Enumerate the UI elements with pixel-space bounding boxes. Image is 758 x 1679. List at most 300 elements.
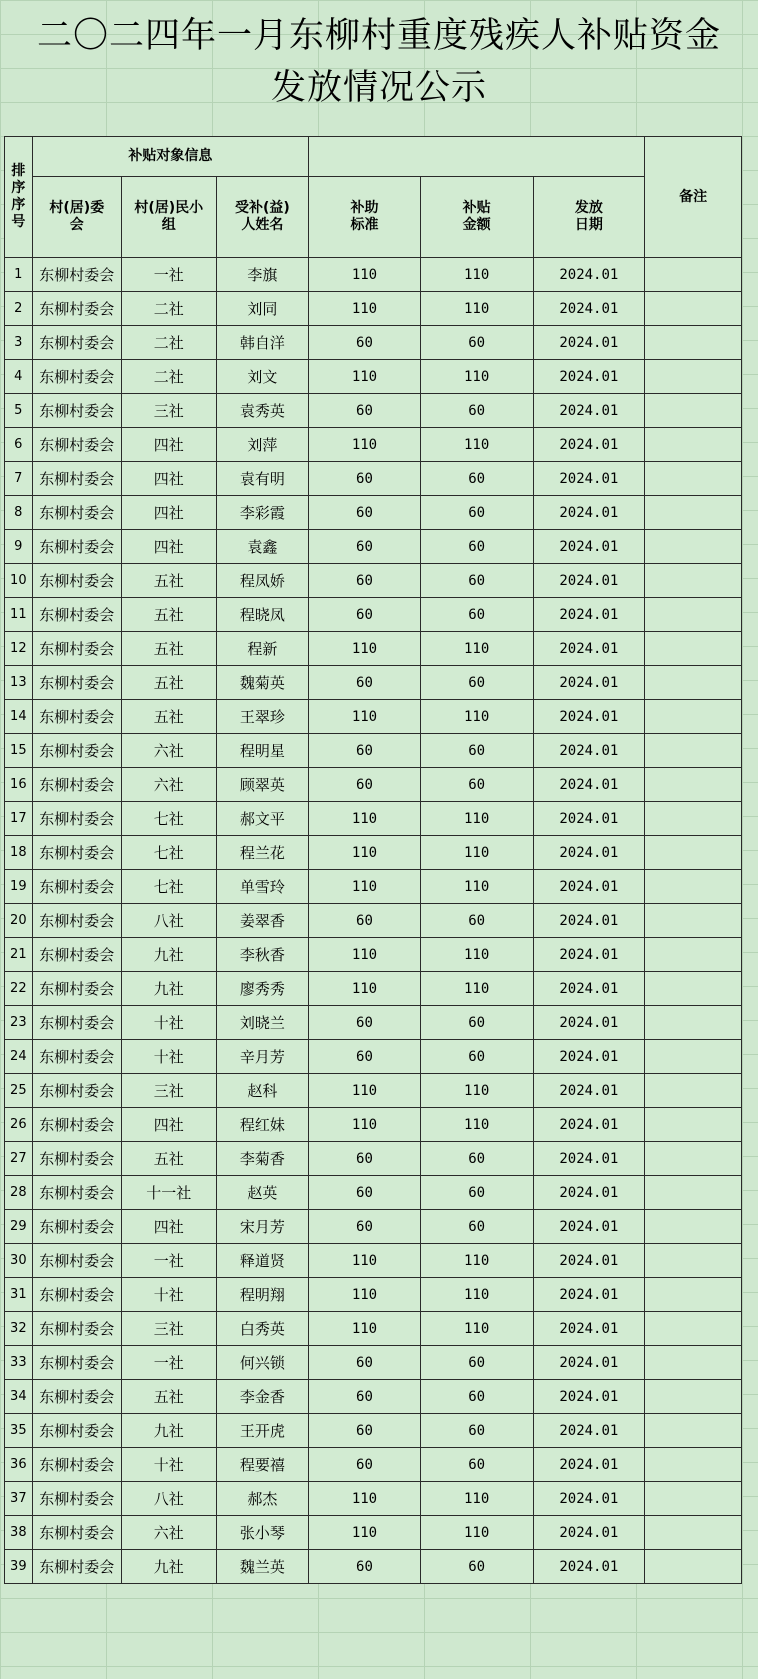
cell-committee[interactable]: 东柳村委会 — [32, 1380, 121, 1414]
cell-name[interactable]: 王开虎 — [216, 1414, 309, 1448]
cell-amount[interactable]: 60 — [420, 1414, 533, 1448]
cell-standard[interactable]: 60 — [309, 1346, 421, 1380]
cell-standard[interactable]: 60 — [309, 1142, 421, 1176]
cell-name[interactable]: 宋月芳 — [216, 1210, 309, 1244]
cell-date[interactable]: 2024.01 — [533, 598, 645, 632]
cell-group[interactable]: 二社 — [121, 326, 216, 360]
cell-group[interactable]: 十社 — [121, 1006, 216, 1040]
cell-remark[interactable] — [645, 1006, 742, 1040]
cell-remark[interactable] — [645, 1482, 742, 1516]
cell-name[interactable]: 李彩霞 — [216, 496, 309, 530]
cell-standard[interactable]: 60 — [309, 564, 421, 598]
cell-date[interactable]: 2024.01 — [533, 1142, 645, 1176]
cell-committee[interactable]: 东柳村委会 — [32, 1176, 121, 1210]
cell-committee[interactable]: 东柳村委会 — [32, 394, 121, 428]
cell-name[interactable]: 李旗 — [216, 258, 309, 292]
cell-group[interactable]: 十社 — [121, 1040, 216, 1074]
cell-group[interactable]: 四社 — [121, 428, 216, 462]
cell-seq[interactable]: 26 — [5, 1108, 33, 1142]
cell-amount[interactable]: 110 — [420, 428, 533, 462]
cell-standard[interactable]: 110 — [309, 870, 421, 904]
cell-group[interactable]: 三社 — [121, 1312, 216, 1346]
cell-group[interactable]: 五社 — [121, 1142, 216, 1176]
cell-committee[interactable]: 东柳村委会 — [32, 1244, 121, 1278]
cell-name[interactable]: 单雪玲 — [216, 870, 309, 904]
cell-group[interactable]: 四社 — [121, 1210, 216, 1244]
cell-remark[interactable] — [645, 972, 742, 1006]
cell-standard[interactable]: 110 — [309, 938, 421, 972]
cell-date[interactable]: 2024.01 — [533, 1312, 645, 1346]
cell-standard[interactable]: 60 — [309, 598, 421, 632]
cell-seq[interactable]: 37 — [5, 1482, 33, 1516]
cell-amount[interactable]: 60 — [420, 496, 533, 530]
cell-group[interactable]: 六社 — [121, 768, 216, 802]
cell-seq[interactable]: 13 — [5, 666, 33, 700]
cell-amount[interactable]: 110 — [420, 1108, 533, 1142]
cell-standard[interactable]: 60 — [309, 1414, 421, 1448]
cell-amount[interactable]: 110 — [420, 258, 533, 292]
cell-amount[interactable]: 60 — [420, 1176, 533, 1210]
cell-date[interactable]: 2024.01 — [533, 292, 645, 326]
cell-committee[interactable]: 东柳村委会 — [32, 1108, 121, 1142]
cell-standard[interactable]: 110 — [309, 632, 421, 666]
cell-amount[interactable]: 60 — [420, 1040, 533, 1074]
cell-seq[interactable]: 30 — [5, 1244, 33, 1278]
cell-committee[interactable]: 东柳村委会 — [32, 870, 121, 904]
cell-committee[interactable]: 东柳村委会 — [32, 428, 121, 462]
cell-committee[interactable]: 东柳村委会 — [32, 666, 121, 700]
cell-name[interactable]: 程明星 — [216, 734, 309, 768]
cell-seq[interactable]: 10 — [5, 564, 33, 598]
cell-remark[interactable] — [645, 938, 742, 972]
cell-amount[interactable]: 60 — [420, 1006, 533, 1040]
cell-date[interactable]: 2024.01 — [533, 666, 645, 700]
cell-name[interactable]: 姜翠香 — [216, 904, 309, 938]
cell-amount[interactable]: 110 — [420, 632, 533, 666]
cell-amount[interactable]: 60 — [420, 1448, 533, 1482]
cell-name[interactable]: 袁有明 — [216, 462, 309, 496]
cell-amount[interactable]: 60 — [420, 462, 533, 496]
cell-amount[interactable]: 60 — [420, 666, 533, 700]
cell-standard[interactable]: 110 — [309, 428, 421, 462]
cell-committee[interactable]: 东柳村委会 — [32, 1414, 121, 1448]
cell-committee[interactable]: 东柳村委会 — [32, 1278, 121, 1312]
cell-remark[interactable] — [645, 292, 742, 326]
cell-committee[interactable]: 东柳村委会 — [32, 1550, 121, 1584]
cell-seq[interactable]: 2 — [5, 292, 33, 326]
cell-seq[interactable]: 11 — [5, 598, 33, 632]
cell-date[interactable]: 2024.01 — [533, 496, 645, 530]
cell-seq[interactable]: 1 — [5, 258, 33, 292]
cell-remark[interactable] — [645, 326, 742, 360]
cell-remark[interactable] — [645, 1448, 742, 1482]
cell-amount[interactable]: 60 — [420, 1346, 533, 1380]
cell-amount[interactable]: 110 — [420, 1312, 533, 1346]
cell-name[interactable]: 魏菊英 — [216, 666, 309, 700]
cell-standard[interactable]: 110 — [309, 1108, 421, 1142]
cell-seq[interactable]: 21 — [5, 938, 33, 972]
cell-committee[interactable]: 东柳村委会 — [32, 700, 121, 734]
cell-date[interactable]: 2024.01 — [533, 1516, 645, 1550]
cell-date[interactable]: 2024.01 — [533, 1074, 645, 1108]
cell-date[interactable]: 2024.01 — [533, 564, 645, 598]
cell-name[interactable]: 程要禧 — [216, 1448, 309, 1482]
cell-amount[interactable]: 110 — [420, 292, 533, 326]
header-group[interactable]: 村(居)民小 组 — [121, 177, 216, 258]
cell-group[interactable]: 五社 — [121, 666, 216, 700]
cell-standard[interactable]: 60 — [309, 462, 421, 496]
cell-standard[interactable]: 60 — [309, 1040, 421, 1074]
cell-name[interactable]: 赵科 — [216, 1074, 309, 1108]
cell-standard[interactable]: 60 — [309, 530, 421, 564]
cell-remark[interactable] — [645, 870, 742, 904]
cell-date[interactable]: 2024.01 — [533, 1176, 645, 1210]
header-remark[interactable]: 备注 — [645, 137, 742, 258]
cell-date[interactable]: 2024.01 — [533, 1550, 645, 1584]
cell-amount[interactable]: 110 — [420, 938, 533, 972]
cell-group[interactable]: 六社 — [121, 1516, 216, 1550]
cell-committee[interactable]: 东柳村委会 — [32, 734, 121, 768]
cell-committee[interactable]: 东柳村委会 — [32, 1448, 121, 1482]
cell-name[interactable]: 袁鑫 — [216, 530, 309, 564]
cell-remark[interactable] — [645, 1278, 742, 1312]
cell-amount[interactable]: 110 — [420, 1516, 533, 1550]
cell-amount[interactable]: 60 — [420, 734, 533, 768]
cell-amount[interactable]: 110 — [420, 802, 533, 836]
cell-group[interactable]: 一社 — [121, 1244, 216, 1278]
cell-seq[interactable]: 28 — [5, 1176, 33, 1210]
cell-group[interactable]: 四社 — [121, 530, 216, 564]
cell-amount[interactable]: 60 — [420, 530, 533, 564]
cell-seq[interactable]: 15 — [5, 734, 33, 768]
cell-standard[interactable]: 110 — [309, 1074, 421, 1108]
cell-committee[interactable]: 东柳村委会 — [32, 1516, 121, 1550]
cell-standard[interactable]: 110 — [309, 1244, 421, 1278]
cell-standard[interactable]: 110 — [309, 1516, 421, 1550]
cell-seq[interactable]: 32 — [5, 1312, 33, 1346]
cell-committee[interactable]: 东柳村委会 — [32, 1142, 121, 1176]
cell-committee[interactable]: 东柳村委会 — [32, 1006, 121, 1040]
cell-amount[interactable]: 60 — [420, 1210, 533, 1244]
cell-committee[interactable]: 东柳村委会 — [32, 836, 121, 870]
cell-date[interactable]: 2024.01 — [533, 1006, 645, 1040]
cell-amount[interactable]: 110 — [420, 1278, 533, 1312]
cell-committee[interactable]: 东柳村委会 — [32, 632, 121, 666]
cell-name[interactable]: 顾翠英 — [216, 768, 309, 802]
cell-remark[interactable] — [645, 1040, 742, 1074]
cell-date[interactable]: 2024.01 — [533, 768, 645, 802]
cell-amount[interactable]: 110 — [420, 836, 533, 870]
cell-group[interactable]: 九社 — [121, 938, 216, 972]
cell-standard[interactable]: 110 — [309, 836, 421, 870]
cell-remark[interactable] — [645, 598, 742, 632]
cell-group[interactable]: 一社 — [121, 1346, 216, 1380]
cell-name[interactable]: 廖秀秀 — [216, 972, 309, 1006]
cell-name[interactable]: 王翠珍 — [216, 700, 309, 734]
cell-standard[interactable]: 110 — [309, 1312, 421, 1346]
cell-name[interactable]: 刘文 — [216, 360, 309, 394]
cell-name[interactable]: 何兴锁 — [216, 1346, 309, 1380]
cell-remark[interactable] — [645, 1244, 742, 1278]
cell-remark[interactable] — [645, 768, 742, 802]
cell-seq[interactable]: 18 — [5, 836, 33, 870]
cell-committee[interactable]: 东柳村委会 — [32, 258, 121, 292]
cell-amount[interactable]: 60 — [420, 904, 533, 938]
cell-name[interactable]: 郝杰 — [216, 1482, 309, 1516]
cell-amount[interactable]: 60 — [420, 394, 533, 428]
cell-standard[interactable]: 110 — [309, 292, 421, 326]
cell-seq[interactable]: 36 — [5, 1448, 33, 1482]
cell-remark[interactable] — [645, 462, 742, 496]
cell-group[interactable]: 十社 — [121, 1278, 216, 1312]
cell-amount[interactable]: 110 — [420, 1244, 533, 1278]
cell-amount[interactable]: 60 — [420, 564, 533, 598]
cell-group[interactable]: 五社 — [121, 700, 216, 734]
cell-standard[interactable]: 60 — [309, 1550, 421, 1584]
cell-seq[interactable]: 20 — [5, 904, 33, 938]
cell-seq[interactable]: 14 — [5, 700, 33, 734]
cell-standard[interactable]: 60 — [309, 904, 421, 938]
cell-name[interactable]: 白秀英 — [216, 1312, 309, 1346]
cell-remark[interactable] — [645, 1414, 742, 1448]
cell-name[interactable]: 李金香 — [216, 1380, 309, 1414]
cell-seq[interactable]: 8 — [5, 496, 33, 530]
header-recipient[interactable]: 受补(益) 人姓名 — [216, 177, 309, 258]
cell-name[interactable]: 魏兰英 — [216, 1550, 309, 1584]
header-amount[interactable]: 补贴 金额 — [420, 177, 533, 258]
cell-seq[interactable]: 25 — [5, 1074, 33, 1108]
cell-group[interactable]: 五社 — [121, 632, 216, 666]
cell-committee[interactable]: 东柳村委会 — [32, 326, 121, 360]
cell-amount[interactable]: 60 — [420, 326, 533, 360]
cell-remark[interactable] — [645, 1550, 742, 1584]
cell-date[interactable]: 2024.01 — [533, 1448, 645, 1482]
cell-standard[interactable]: 60 — [309, 1210, 421, 1244]
cell-committee[interactable]: 东柳村委会 — [32, 530, 121, 564]
cell-remark[interactable] — [645, 700, 742, 734]
cell-name[interactable]: 李秋香 — [216, 938, 309, 972]
cell-seq[interactable]: 17 — [5, 802, 33, 836]
cell-standard[interactable]: 60 — [309, 326, 421, 360]
cell-date[interactable]: 2024.01 — [533, 700, 645, 734]
cell-seq[interactable]: 12 — [5, 632, 33, 666]
cell-remark[interactable] — [645, 428, 742, 462]
cell-remark[interactable] — [645, 666, 742, 700]
cell-committee[interactable]: 东柳村委会 — [32, 496, 121, 530]
cell-committee[interactable]: 东柳村委会 — [32, 1482, 121, 1516]
cell-group[interactable]: 二社 — [121, 292, 216, 326]
cell-name[interactable]: 程兰花 — [216, 836, 309, 870]
cell-group[interactable]: 四社 — [121, 496, 216, 530]
cell-date[interactable]: 2024.01 — [533, 428, 645, 462]
cell-remark[interactable] — [645, 904, 742, 938]
cell-group[interactable]: 一社 — [121, 258, 216, 292]
cell-standard[interactable]: 60 — [309, 734, 421, 768]
cell-name[interactable]: 韩自洋 — [216, 326, 309, 360]
cell-amount[interactable]: 110 — [420, 972, 533, 1006]
cell-date[interactable]: 2024.01 — [533, 258, 645, 292]
cell-committee[interactable]: 东柳村委会 — [32, 802, 121, 836]
cell-seq[interactable]: 35 — [5, 1414, 33, 1448]
cell-name[interactable]: 程凤娇 — [216, 564, 309, 598]
cell-standard[interactable]: 60 — [309, 768, 421, 802]
cell-amount[interactable]: 110 — [420, 700, 533, 734]
cell-amount[interactable]: 110 — [420, 1074, 533, 1108]
cell-committee[interactable]: 东柳村委会 — [32, 1074, 121, 1108]
cell-committee[interactable]: 东柳村委会 — [32, 904, 121, 938]
cell-remark[interactable] — [645, 802, 742, 836]
cell-committee[interactable]: 东柳村委会 — [32, 768, 121, 802]
cell-group[interactable]: 八社 — [121, 1482, 216, 1516]
header-seq[interactable]: 排 序 序 号 — [5, 137, 33, 258]
cell-amount[interactable]: 110 — [420, 870, 533, 904]
cell-remark[interactable] — [645, 360, 742, 394]
cell-date[interactable]: 2024.01 — [533, 394, 645, 428]
cell-amount[interactable]: 60 — [420, 1380, 533, 1414]
cell-date[interactable]: 2024.01 — [533, 632, 645, 666]
cell-remark[interactable] — [645, 530, 742, 564]
cell-amount[interactable]: 110 — [420, 360, 533, 394]
cell-seq[interactable]: 38 — [5, 1516, 33, 1550]
cell-seq[interactable]: 22 — [5, 972, 33, 1006]
cell-name[interactable]: 辛月芳 — [216, 1040, 309, 1074]
cell-amount[interactable]: 60 — [420, 598, 533, 632]
cell-name[interactable]: 刘萍 — [216, 428, 309, 462]
cell-group[interactable]: 三社 — [121, 1074, 216, 1108]
cell-date[interactable]: 2024.01 — [533, 836, 645, 870]
cell-standard[interactable]: 60 — [309, 1006, 421, 1040]
cell-seq[interactable]: 9 — [5, 530, 33, 564]
cell-amount[interactable]: 60 — [420, 1142, 533, 1176]
cell-name[interactable]: 释道贤 — [216, 1244, 309, 1278]
header-committee[interactable]: 村(居)委 会 — [32, 177, 121, 258]
cell-remark[interactable] — [645, 1074, 742, 1108]
cell-group[interactable]: 七社 — [121, 802, 216, 836]
cell-date[interactable]: 2024.01 — [533, 1482, 645, 1516]
cell-seq[interactable]: 31 — [5, 1278, 33, 1312]
cell-remark[interactable] — [645, 1210, 742, 1244]
cell-seq[interactable]: 27 — [5, 1142, 33, 1176]
header-date[interactable]: 发放 日期 — [533, 177, 645, 258]
cell-remark[interactable] — [645, 1346, 742, 1380]
cell-name[interactable]: 张小琴 — [216, 1516, 309, 1550]
cell-date[interactable]: 2024.01 — [533, 1346, 645, 1380]
cell-remark[interactable] — [645, 1176, 742, 1210]
cell-seq[interactable]: 5 — [5, 394, 33, 428]
cell-seq[interactable]: 24 — [5, 1040, 33, 1074]
cell-committee[interactable]: 东柳村委会 — [32, 462, 121, 496]
cell-standard[interactable]: 110 — [309, 802, 421, 836]
header-standard[interactable]: 补助 标准 — [309, 177, 421, 258]
cell-standard[interactable]: 110 — [309, 700, 421, 734]
cell-group[interactable]: 五社 — [121, 598, 216, 632]
cell-date[interactable]: 2024.01 — [533, 870, 645, 904]
cell-name[interactable]: 刘同 — [216, 292, 309, 326]
cell-date[interactable]: 2024.01 — [533, 1380, 645, 1414]
header-blank[interactable] — [309, 137, 645, 177]
cell-remark[interactable] — [645, 394, 742, 428]
cell-group[interactable]: 九社 — [121, 1414, 216, 1448]
cell-seq[interactable]: 16 — [5, 768, 33, 802]
cell-committee[interactable]: 东柳村委会 — [32, 1210, 121, 1244]
cell-remark[interactable] — [645, 734, 742, 768]
cell-amount[interactable]: 60 — [420, 1550, 533, 1584]
cell-standard[interactable]: 110 — [309, 1482, 421, 1516]
cell-group[interactable]: 十社 — [121, 1448, 216, 1482]
cell-standard[interactable]: 110 — [309, 258, 421, 292]
cell-date[interactable]: 2024.01 — [533, 1278, 645, 1312]
cell-group[interactable]: 四社 — [121, 1108, 216, 1142]
cell-group[interactable]: 二社 — [121, 360, 216, 394]
cell-date[interactable]: 2024.01 — [533, 326, 645, 360]
cell-committee[interactable]: 东柳村委会 — [32, 292, 121, 326]
cell-seq[interactable]: 19 — [5, 870, 33, 904]
cell-committee[interactable]: 东柳村委会 — [32, 564, 121, 598]
cell-group[interactable]: 三社 — [121, 394, 216, 428]
cell-group[interactable]: 七社 — [121, 870, 216, 904]
cell-group[interactable]: 九社 — [121, 1550, 216, 1584]
cell-date[interactable]: 2024.01 — [533, 1040, 645, 1074]
cell-seq[interactable]: 6 — [5, 428, 33, 462]
cell-group[interactable]: 十一社 — [121, 1176, 216, 1210]
cell-remark[interactable] — [645, 1312, 742, 1346]
cell-remark[interactable] — [645, 1516, 742, 1550]
cell-remark[interactable] — [645, 1380, 742, 1414]
cell-name[interactable]: 程晓凤 — [216, 598, 309, 632]
cell-group[interactable]: 五社 — [121, 564, 216, 598]
cell-committee[interactable]: 东柳村委会 — [32, 972, 121, 1006]
cell-standard[interactable]: 60 — [309, 496, 421, 530]
cell-name[interactable]: 程新 — [216, 632, 309, 666]
cell-seq[interactable]: 33 — [5, 1346, 33, 1380]
cell-remark[interactable] — [645, 1108, 742, 1142]
cell-date[interactable]: 2024.01 — [533, 1244, 645, 1278]
cell-committee[interactable]: 东柳村委会 — [32, 360, 121, 394]
cell-group[interactable]: 四社 — [121, 462, 216, 496]
cell-standard[interactable]: 60 — [309, 1380, 421, 1414]
cell-standard[interactable]: 60 — [309, 1176, 421, 1210]
cell-date[interactable]: 2024.01 — [533, 802, 645, 836]
cell-seq[interactable]: 39 — [5, 1550, 33, 1584]
cell-amount[interactable]: 60 — [420, 768, 533, 802]
cell-name[interactable]: 刘晓兰 — [216, 1006, 309, 1040]
cell-remark[interactable] — [645, 1142, 742, 1176]
cell-standard[interactable]: 110 — [309, 972, 421, 1006]
cell-date[interactable]: 2024.01 — [533, 1108, 645, 1142]
cell-name[interactable]: 袁秀英 — [216, 394, 309, 428]
cell-remark[interactable] — [645, 258, 742, 292]
cell-group[interactable]: 七社 — [121, 836, 216, 870]
cell-committee[interactable]: 东柳村委会 — [32, 1040, 121, 1074]
cell-seq[interactable]: 34 — [5, 1380, 33, 1414]
cell-date[interactable]: 2024.01 — [533, 972, 645, 1006]
cell-date[interactable]: 2024.01 — [533, 938, 645, 972]
cell-name[interactable]: 郝文平 — [216, 802, 309, 836]
cell-standard[interactable]: 110 — [309, 1278, 421, 1312]
cell-date[interactable]: 2024.01 — [533, 462, 645, 496]
cell-standard[interactable]: 110 — [309, 360, 421, 394]
cell-date[interactable]: 2024.01 — [533, 530, 645, 564]
cell-date[interactable]: 2024.01 — [533, 1210, 645, 1244]
cell-remark[interactable] — [645, 836, 742, 870]
cell-name[interactable]: 程明翔 — [216, 1278, 309, 1312]
cell-committee[interactable]: 东柳村委会 — [32, 1346, 121, 1380]
cell-seq[interactable]: 7 — [5, 462, 33, 496]
cell-committee[interactable]: 东柳村委会 — [32, 938, 121, 972]
cell-remark[interactable] — [645, 564, 742, 598]
header-group-info[interactable]: 补贴对象信息 — [32, 137, 309, 177]
cell-seq[interactable]: 29 — [5, 1210, 33, 1244]
